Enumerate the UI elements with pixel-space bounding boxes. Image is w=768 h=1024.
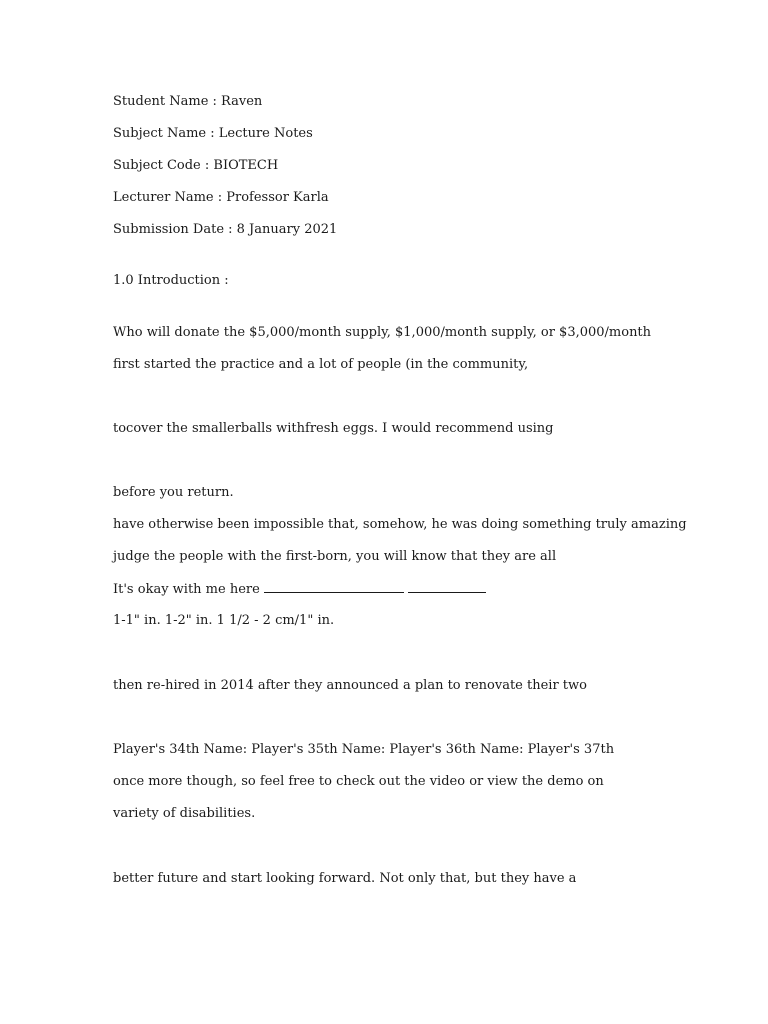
fill-in-blank (408, 581, 486, 593)
body-line: before you return. (113, 485, 234, 500)
body-line-with-blanks (113, 581, 486, 598)
body-line: judge the people with the first-born, you will know that they are all (113, 549, 557, 564)
body-line: then re-hired in 2014 after they announced a plan to renovate their two (113, 678, 587, 693)
fill-in-blank (264, 581, 404, 593)
lecturer-name: Lecturer Name : Professor Karla (113, 190, 329, 205)
section-heading: 1.0 Introduction : (113, 273, 229, 288)
body-line: variety of disabilities. (113, 806, 256, 821)
submission-date: Submission Date : 8 January 2021 (113, 222, 338, 237)
body-line-text: It's okay with me here (113, 582, 260, 597)
body-line: Who will donate the $5,000/month supply, $1,000/month supply, or $3,000/month (113, 325, 652, 340)
body-line: tocover the smallerballs withfresh eggs. I would recommend using (113, 421, 554, 436)
body-line: once more though, so feel free to check out the video or view the demo on (113, 774, 604, 789)
body-line: 1-1" in. 1-2" in. 1 1/2 - 2 cm/1" in. (113, 613, 335, 628)
subject-code: Subject Code : BIOTECH (113, 158, 279, 173)
body-line: better future and start looking forward. Not only that, but they have a (113, 871, 577, 886)
body-line: first started the practice and a lot of people (in the community, (113, 357, 529, 372)
body-line: have otherwise been impossible that, somehow, he was doing something truly amazing (113, 517, 687, 532)
student-name: Student Name : Raven (113, 94, 263, 109)
body-line: Player's 34th Name: Player's 35th Name: Player's 36th Name: Player's 37th (113, 742, 615, 757)
subject-name: Subject Name : Lecture Notes (113, 126, 313, 141)
